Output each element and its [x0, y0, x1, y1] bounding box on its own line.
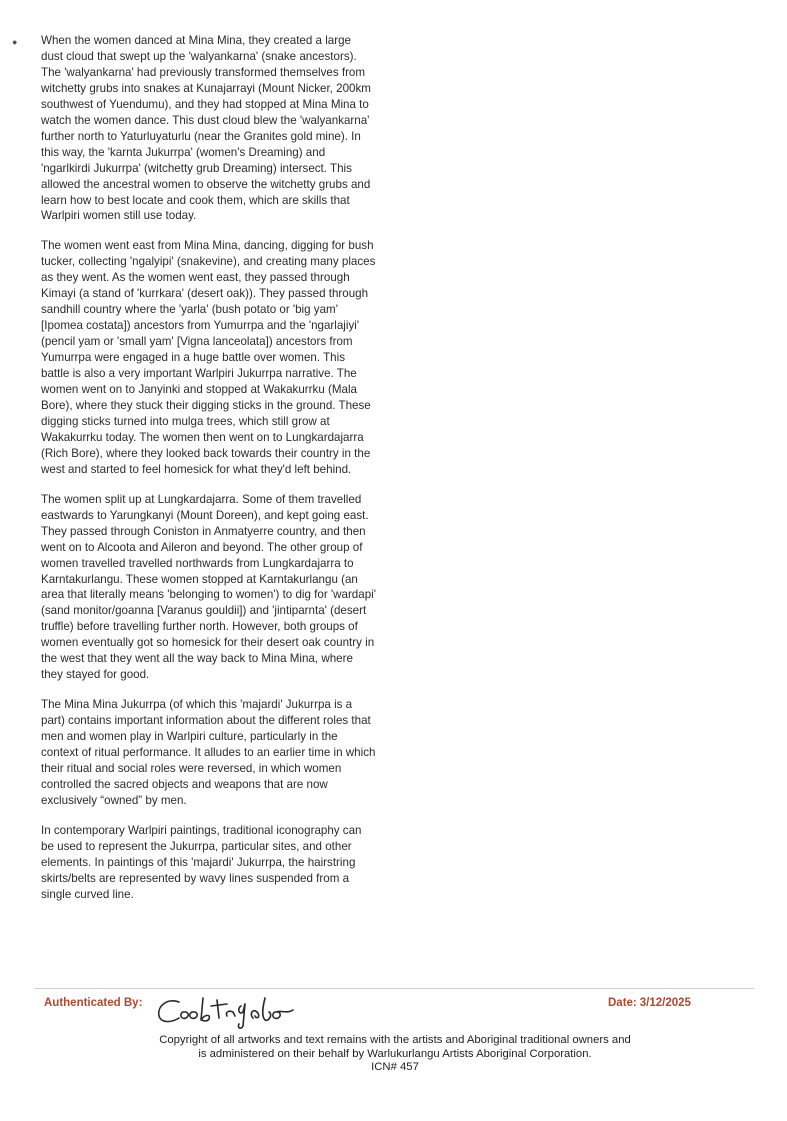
date-label: Date: [608, 997, 637, 1009]
signature-image [153, 990, 318, 1032]
footer-divider [34, 988, 754, 989]
paragraph-4: The Mina Mina Jukurrpa (of which this 'majardi' Jukurrpa is a part) contains important information about the different roles that men and women play in Warlpiri culture, particularly in the context of ritual performance. It alludes to an earlier time in which their ritual and social roles were reversed, in which women controlled the sacred objects and weapons that are now exclusively “owned” by men. [41, 698, 376, 807]
paragraph-5: In contemporary Warlpiri paintings, traditional iconography can be used to represent the Jukurrpa, particular sites, and other elements. In paintings of this 'majardi' Jukurrpa, the hairstring skirts/belts are represented by wavy lines suspended from a single curved line. [41, 823, 362, 901]
copyright-notice [130, 1034, 660, 1075]
copyright-line-2: is administered on their behalf by Warlukurlangu Artists Aboriginal Corporation. [198, 1047, 592, 1060]
date-field [605, 997, 691, 1009]
story-text [41, 33, 376, 917]
bullet-icon: ● [12, 37, 18, 47]
icn-number: ICN# 457 [371, 1061, 419, 1074]
copyright-line-1: Copyright of all artworks and text remains with the artists and Aboriginal traditional owners and [159, 1034, 631, 1046]
date-value: 3/12/2025 [639, 997, 691, 1009]
authenticated-label: Authenticated By: [44, 997, 143, 1009]
paragraph-2: The women went east from Mina Mina, dancing, digging for bush tucker, collecting 'ngalyipi' (snakevine), and creating many places as they went. As the women went east, they passed through Kimayi (a stand of 'kurrkara' (desert oak)). They passed through sandhill country where the 'yarla' (bush potato or 'big yam' [Ipomea costata]) ancestors from Yumurrpa and the 'ngarlajiyi' (pencil yam or 'small yam' [Vigna lanceolata]) ancestors from Yumurrpa were engaged in a huge battle over women. This battle is also a very important Warlpiri Jukurrpa narrative. The women went on to Janyinki and stopped at Wakakurrku (Mala Bore), where they stuck their digging sticks in the ground. These digging sticks turned into mulga trees, which still grow at Wakakurrku today. The women then went on to Lungkardajarra (Rich Bore), where they looked back towards their country in the west and started to feel homesick for what they'd left behind. [41, 239, 376, 476]
paragraph-1: When the women danced at Mina Mina, they created a large dust cloud that swept up the 'walyankarna' (snake ancestors). The 'walyankarna' had previously transformed themselves from witchetty grubs into snakes at Kunajarrayi (Mount Nicker, 200km southwest of Yuendumu), and they had stopped at Mina Mina to watch the women dance. This dust cloud blew the 'walyankarna' further north to Yaturluyaturlu (near the Granites gold mine). In this way, the 'karnta Jukurrpa' (women's Dreaming) and 'ngarlkirdi Jukurrpa' (witchetty grub Dreaming) intersect. This allowed the ancestral women to observe the witchetty grubs and learn how to best locate and cook them, which are skills that Warlpiri women still use today. [41, 34, 371, 223]
paragraph-3: The women split up at Lungkardajarra. Some of them travelled eastwards to Yarungkanyi (Mount Doreen), and kept going east. They passed through Coniston in Anmatyerre country, and then went on to Alcoota and Aileron and beyond. The other group of women travelled travelled northwards from Lungkardajarra to Karntakurlangu. These women stopped at Karntakurlangu (an area that literally means 'belonging to women') to dig for 'wardapi' (sand monitor/goanna [Varanus gouldii]) and 'jintiparnta' (desert truffle) before travelling further north. However, both groups of women eventually got so homesick for their desert oak country in the west that they went all the way back to Mina Mina, where they stayed for good. [41, 492, 376, 682]
